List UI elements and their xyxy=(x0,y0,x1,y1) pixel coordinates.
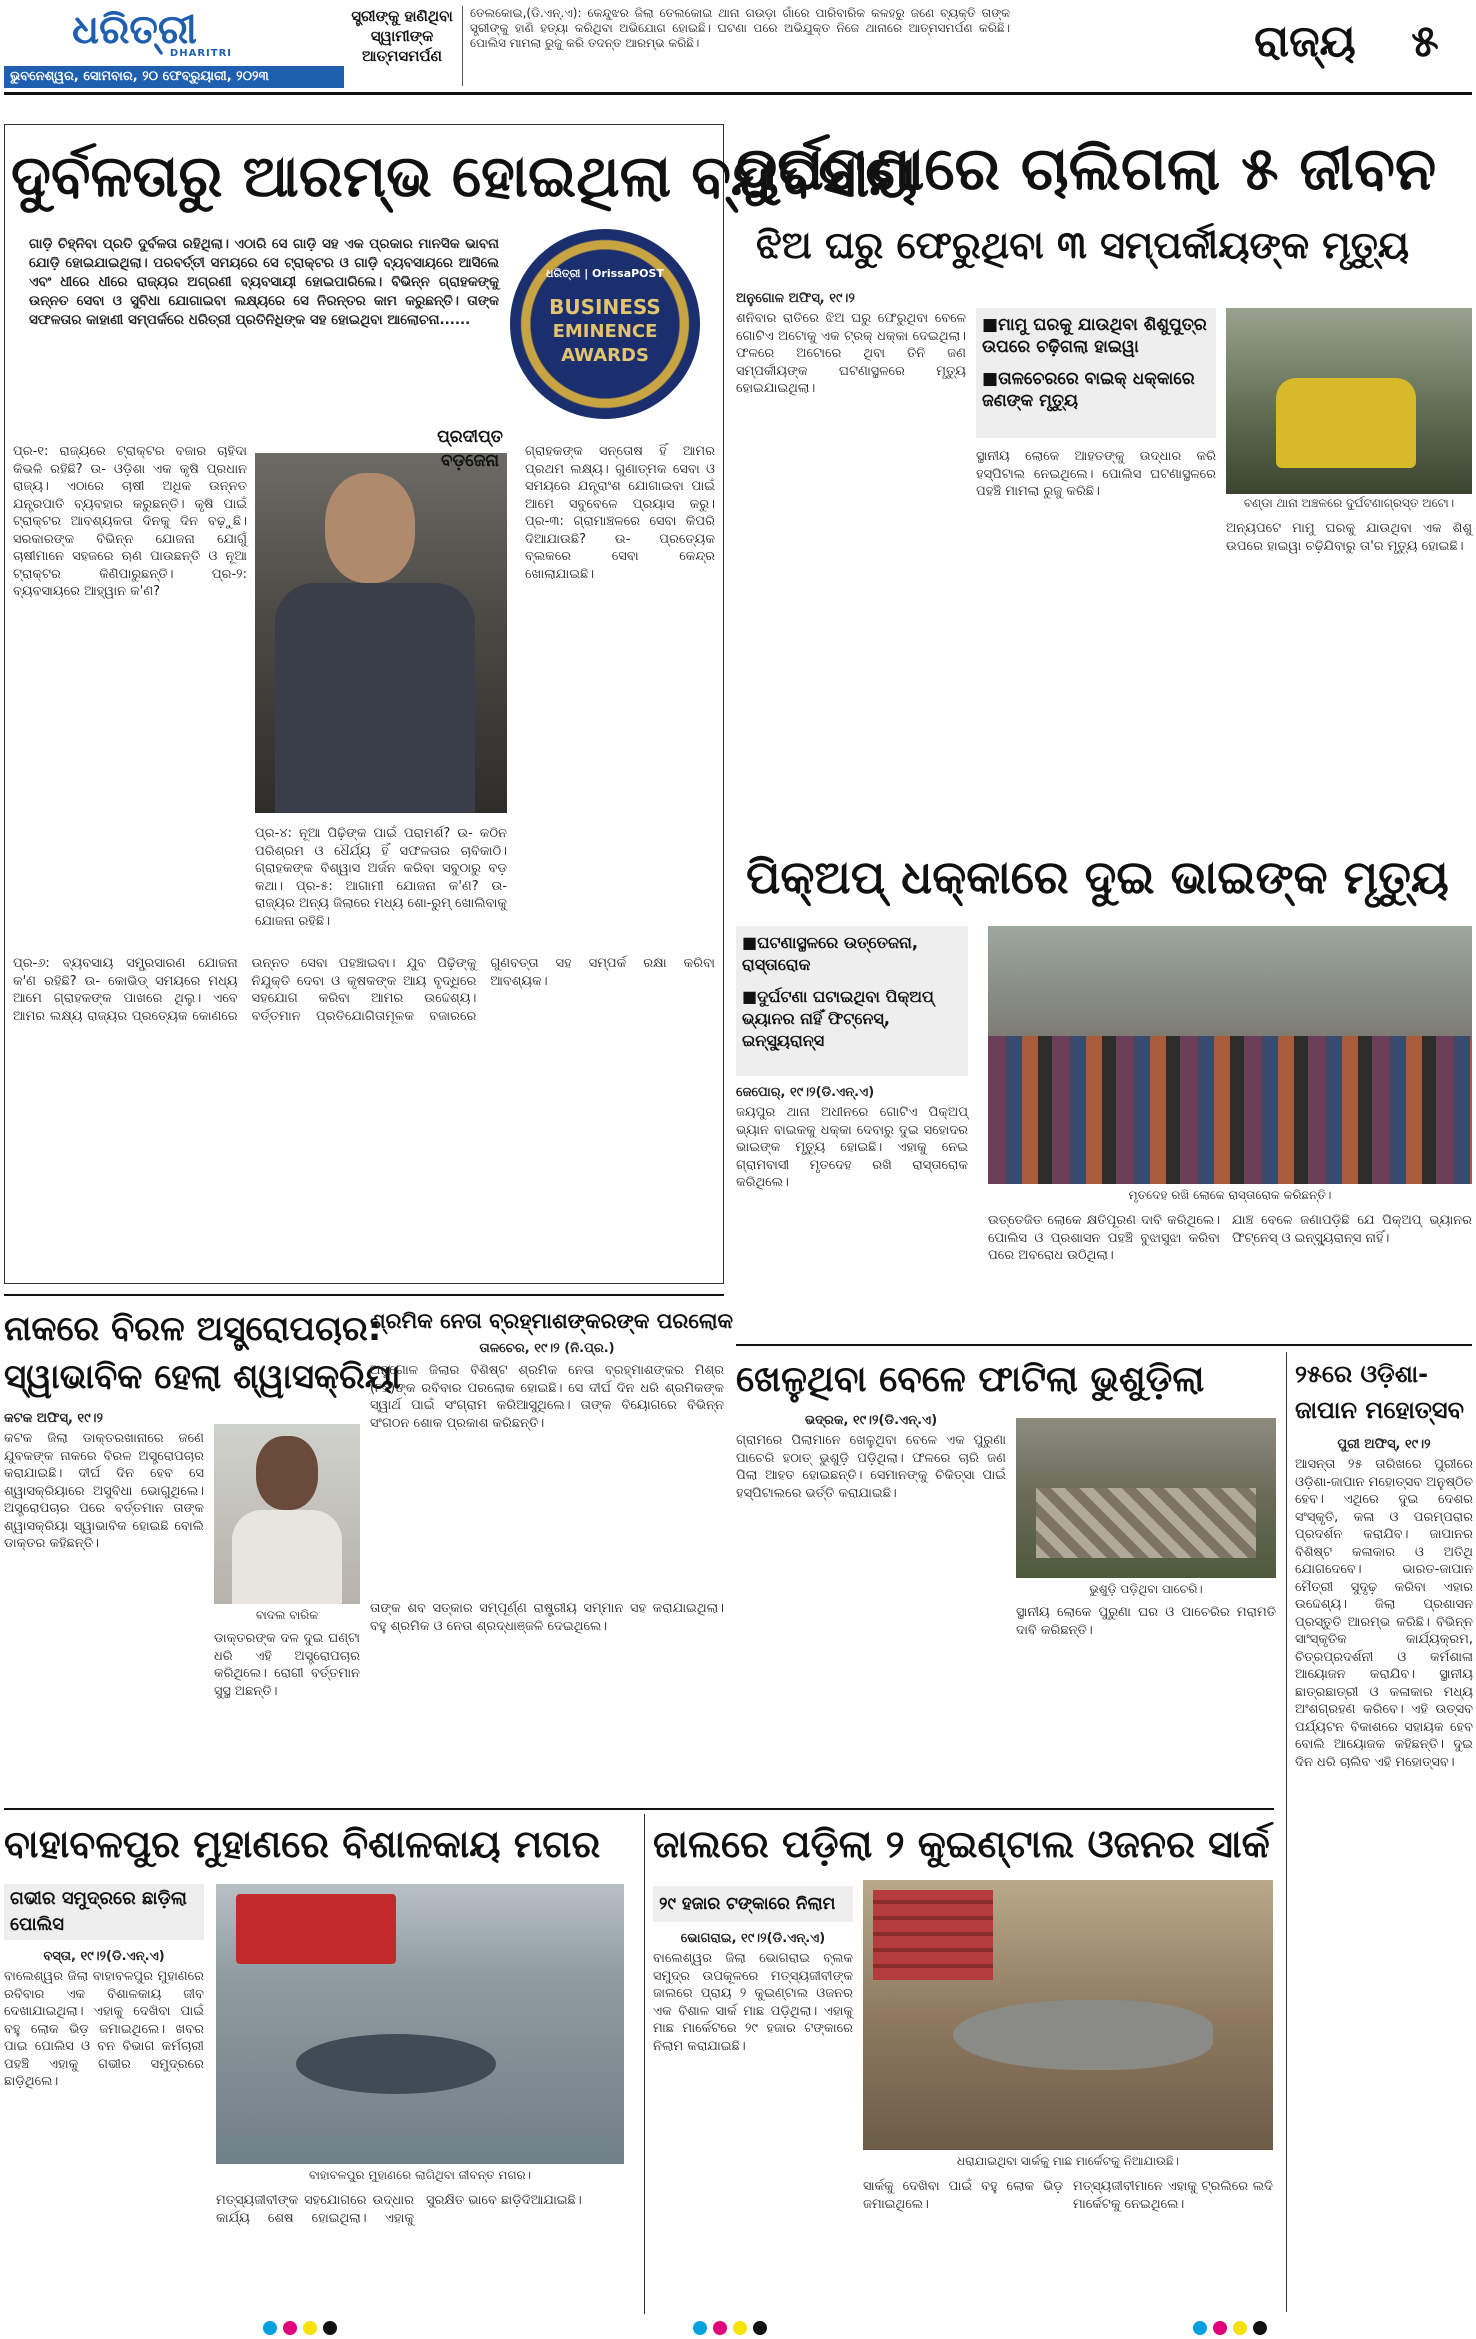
bomb-text: ଗ୍ରାମରେ ପିଲାମାନେ ଖେଳୁଥିବା ବେଳେ ଏକ ପୁରୁଣା ପାଚେରି ହଠାତ୍ ଭୁଶୁଡ଼ି ପଡ଼ିଥିଲା। ଫଳରେ ଚାରି ଜଣ ପିଲା ଆହତ ହୋଇଛନ୍ତି। ସେମାନଙ୍କୁ ଚିକିତ୍ସା ପାଇଁ ହସ୍ପିଟାଲରେ ଭର୍ତ୍ତି କରାଯାଇଛି। xyxy=(736,1433,1006,1501)
croc-photo-caption: ବାହାବଳପୁର ମୁହାଣରେ ଲାଗିଥିବା ଜୀବନ୍ତ ମଗର। xyxy=(308,2168,532,2182)
croc-photo xyxy=(216,1884,624,2164)
shark-shape xyxy=(953,2000,1213,2070)
pickup-col3: ଯାଞ୍ଚ ବେଳେ ଜଣାପଡ଼ିଛି ଯେ ପିକ୍‌ଅପ୍ ଭ୍ୟାନର ଫିଟ୍‌ନେସ୍ ଓ ଇନ୍ସ୍ୟୁରାନ୍ସ ନାହିଁ। xyxy=(1232,1213,1472,1246)
badge-line3: AWARDS xyxy=(561,345,649,366)
croc-kicker: ଗଭୀର ସମୁଦ୍ରରେ ଛାଡ଼ିଲା ପୋଲିସ xyxy=(4,1884,204,1940)
business-lower: ପ୍ର-୬: ବ୍ୟବସାୟ ସମ୍ପ୍ରସାରଣ ଯୋଜନା କ'ଣ ରହିଛି? ଉ- କୋଭିଡ୍ ସମୟରେ ମଧ୍ୟ ଆମେ ଗ୍ରାହକଙ୍କ ପାଖରେ ଥିଲୁ। ଏବେ ଆମର ଲକ୍ଷ୍ୟ ରାଜ୍ୟର ପ୍ରତ୍ୟେକ କୋଣରେ ଉନ୍ନତ ସେବା ପହଞ୍ଚାଇବା। ଯୁବ ପିଢ଼ିଙ୍କୁ ନିଯୁକ୍ତି ଦେବା ଓ କୃଷକଙ୍କ ଆୟ ବୃଦ୍ଧିରେ ସହଯୋଗ କରିବା ଆମର ଉଦ୍ଦେଶ୍ୟ। ବର୍ତ୍ତମାନ ପ୍ରତିଯୋଗିତାମୂଳକ ବଜାରରେ ଗୁଣବତ୍ତା ସହ ସମ୍ପର୍କ ରକ୍ଷା କରିବା ଆବଶ୍ୟକ। xyxy=(13,956,715,1024)
shark-kicker: ୨୯ ହଜାର ଟଙ୍କାରେ ନିଲାମ xyxy=(653,1886,853,1922)
accident-photo-caption: ବଣ୍ଡା ଥାନା ଅଞ୍ଚଳରେ ଦୁର୍ଘଟଣାଗ୍ରସ୍ତ ଅଟୋ। xyxy=(1243,496,1455,510)
nose-photo-caption: ବାଦଲ ବାରିକ xyxy=(255,1608,319,1622)
pickup-col2: ଉତ୍ତେଜିତ ଲୋକେ କ୍ଷତିପୂରଣ ଦାବି କରିଥିଲେ। ପୋଲିସ ଓ ପ୍ରଶାସନ ପହଞ୍ଚି ବୁଝାସୁଝା କରିବା ପରେ ଅବରୋଧ ଉଠିଥିଲା। xyxy=(988,1213,1220,1263)
reg-marks-right xyxy=(1190,2320,1270,2339)
business-headline: ଦୁର୍ବଳତାରୁ ଆରମ୍ଭ ହୋଇଥିଲା ବ୍ୟବସାୟ xyxy=(11,142,918,210)
masthead-rule xyxy=(4,92,1472,95)
logo-text: ଧରିତ୍ରୀ xyxy=(72,6,197,53)
magenta-dot xyxy=(713,2321,727,2335)
person-last-name: ବଡ଼ଜେନା xyxy=(440,451,500,471)
divider-mid xyxy=(736,1344,1472,1346)
accident-bullets xyxy=(976,308,1216,438)
magenta-dot xyxy=(1213,2321,1227,2335)
nose-story xyxy=(4,1300,401,1800)
shark-dateline: ଭୋଗରାଇ, ୧୯।୨(ଡି.ଏନ୍.ଏ) xyxy=(680,1931,826,1946)
teaser-divider xyxy=(462,6,463,86)
accident-dateline-text: ଅନୁଗୋଳ ଅଫିସ୍, ୧୯।୨ xyxy=(736,291,855,306)
accident-bullet-2: ■ ତାଳଚେରରେ ବାଇକ୍ ଧକ୍କାରେ ଜଣଙ୍କ ମୃତ୍ୟୁ xyxy=(982,368,1210,412)
award-badge xyxy=(510,229,700,419)
patient-face xyxy=(256,1436,318,1510)
business-col2: ଗ୍ରାହକଙ୍କ ସନ୍ତୋଷ ହିଁ ଆମର ପ୍ରଥମ ଲକ୍ଷ୍ୟ। ଗୁଣାତ୍ମକ ସେବା ଓ ସମୟରେ ଯନ୍ତ୍ରାଂଶ ଯୋଗାଇବା ପାଇଁ ଆମେ ସବୁବେଳେ ପ୍ରୟାସ କରୁ। ପ୍ର-୩: ଗ୍ରାମାଞ୍ଚଳରେ ସେବା କିପରି ଦିଆଯାଉଛି? ଉ- ପ୍ରତ୍ୟେକ ବ୍ଲକରେ ସେବା କେନ୍ଦ୍ର ଖୋଲାଯାଇଛି। xyxy=(525,444,715,582)
bomb-text-2: ସ୍ଥାନୀୟ ଲୋକେ ପୁରୁଣା ଘର ଓ ପାଚେରିର ମରାମତି ଦାବି କରିଛନ୍ତି। xyxy=(1016,1605,1276,1638)
shark-text: ବାଲେଶ୍ୱର ଜିଲା ଭୋଗରାଇ ବ୍ଲକ ସମୁଦ୍ର ଉପକୂଳରେ ମତ୍ସ୍ୟଜୀବୀଙ୍କ ଜାଲରେ ପ୍ରାୟ ୨ କୁଇଣ୍ଟାଲ ଓଜନର ଏକ ବିଶାଳ ସାର୍କ ମାଛ ପଡ଼ିଥିଲା। ଏହାକୁ ମାଛ ମାର୍କେଟରେ ୨୯ ହଜାର ଟଙ୍କାରେ ନିଲାମ କରାଯାଇଛି। xyxy=(653,1951,853,2054)
reg-marks-mid xyxy=(690,2320,770,2339)
reg-marks-left xyxy=(260,2320,340,2339)
person-first-name: ପ୍ରଦୀପ୍ତ xyxy=(437,427,503,447)
badge-line1: BUSINESS xyxy=(549,295,661,319)
bomb-headline: ଖେଳୁଥିବା ବେଳେ ଫାଟିଲା ଭୁଶୁଡ଼ିଲା xyxy=(736,1359,1205,1400)
obit-headline: ଶ୍ରମିକ ନେତା ବ୍ରହ୍ମାଶଙ୍କରଙ୍କ ପରଲୋକ xyxy=(370,1309,734,1333)
shark-text-2: ସାର୍କକୁ ଦେଖିବା ପାଇଁ ବହୁ ଲୋକ ଭିଡ଼ ଜମାଇଥିଲେ। xyxy=(863,2179,1063,2212)
pickup-headline: ପିକ୍‌ଅପ୍ ଧକ୍କାରେ ଦୁଇ ଭାଇଙ୍କ ମୃତ୍ୟୁ xyxy=(746,850,1449,904)
black-dot xyxy=(323,2321,337,2335)
nose-headline-2: ସ୍ୱାଭାବିକ ହେଲା ଶ୍ୱାସକ୍ରିୟା xyxy=(4,1357,401,1397)
divider-bottom-left xyxy=(4,1808,1274,1810)
shark-photo xyxy=(863,1880,1273,2150)
croc-headline: ବାହାବଳପୁର ମୁହାଣରେ ବିଶାଳକାୟ ମଗର xyxy=(4,1822,601,1866)
pickup-story xyxy=(736,840,1472,1340)
black-dot xyxy=(1253,2321,1267,2335)
person-photo xyxy=(255,453,507,813)
pickup-bullet-2: ■ ଦୁର୍ଘଟଣା ଘଟାଇଥିବା ପିକ୍‌ଅପ୍ ଭ୍ୟାନର ନାହିଁ ଫିଟ୍‌ନେସ୍, ଇନ୍ସ୍ୟୁରାନ୍ସ xyxy=(742,986,962,1052)
japan-headline-2: ଜାପାନ ମହୋତ୍ସବ xyxy=(1295,1396,1464,1424)
pickup-bullets xyxy=(736,926,968,1076)
masthead-teaser-title: ସ୍ତ୍ରୀଙ୍କୁ ହାଣିଥିବା ସ୍ୱାମୀଙ୍କ ଆତ୍ମସମର୍ପଣ xyxy=(351,7,453,65)
croc-dateline: ବସ୍ତା, ୧୯।୨(ଡି.ଏନ୍.ଏ) xyxy=(43,1949,165,1964)
obit-story xyxy=(370,1300,734,1800)
bomb-photo xyxy=(1016,1418,1276,1578)
nose-text-2: ଡାକ୍ତରଙ୍କ ଦଳ ଦୁଇ ଘଣ୍ଟା ଧରି ଏହି ଅସ୍ତ୍ରୋପଚାର କରିଥିଲେ। ରୋଗୀ ବର୍ତ୍ତମାନ ସୁସ୍ଥ ଅଛନ୍ତି। xyxy=(214,1631,360,1699)
pickup-bullet-1: ■ ଘଟଣାସ୍ଥଳରେ ଉତ୍ତେଜନା, ରାସ୍ତାରୋକ xyxy=(742,932,962,976)
japan-dateline: ପୁରୀ ଅଫିସ୍, ୧୯।୨ xyxy=(1337,1437,1431,1452)
obit-dateline: ତାଳଚେର, ୧୯।୨ (ନି.ପ୍ର.) xyxy=(479,1341,615,1356)
bomb-photo-caption: ଭୁଶୁଡ଼ି ପଡ଼ିଥିବା ପାଚେରି। xyxy=(1089,1582,1203,1596)
business-col3: ପ୍ର-୪: ନୂଆ ପିଢ଼ିଙ୍କ ପାଇଁ ପରାମର୍ଶ? ଉ- କଠିନ ପରିଶ୍ରମ ଓ ଧୈର୍ଯ୍ୟ ହିଁ ସଫଳତାର ଚାବିକାଠି। ଗ୍ରାହକଙ୍କ ବିଶ୍ୱାସ ଅର୍ଜନ କରିବା ସବୁଠାରୁ ବଡ଼ କଥା। ପ୍ର-୫: ଆଗାମୀ ଯୋଜନା କ'ଣ? ଉ- ରାଜ୍ୟର ଅନ୍ୟ ଜିଲାରେ ମଧ୍ୟ ଶୋ-ରୁମ୍ ଖୋଲିବାକୁ ଯୋଜନା ରହିଛି। xyxy=(255,826,508,929)
croc-text-2: ମତ୍ସ୍ୟଜୀବୀଙ୍କ ସହଯୋଗରେ ଉଦ୍ଧାର କାର୍ଯ୍ୟ ଶେଷ ହୋଇଥିଲା। ଏହାକୁ ସୁରକ୍ଷିତ ଭାବେ ଛାଡ଼ିଦିଆଯାଇଛି। xyxy=(216,2193,582,2226)
masthead-teaser-text: ତେଲକୋଇ,(ଡି.ଏନ୍.ଏ): କେନ୍ଦୁଝର ଜିଲା ତେଲକୋଇ ଥାନା ଗଉଡ଼ା ଗାଁରେ ପାରିବାରିକ କଳହରୁ ଜଣେ ବ୍ୟକ୍ତି ତାଙ୍କ ସ୍ତ୍ରୀଙ୍କୁ ହାଣି ହତ୍ୟା କରିଥିବା ଅଭିଯୋଗ ହୋଇଛି। ଘଟଣା ପରେ ଅଭିଯୁକ୍ତ ନିଜେ ଥାନାରେ ଆତ୍ମସମର୍ପଣ କରିଛି। ପୋଲିସ ମାମଲା ରୁଜୁ କରି ତଦନ୍ତ ଆରମ୍ଭ କରିଛି। xyxy=(470,6,1010,50)
magenta-dot xyxy=(283,2321,297,2335)
business-col1: ପ୍ର-୧: ରାଜ୍ୟରେ ଟ୍ରାକ୍ଟର ବଜାର ଚାହିଦା କିଭଳି ରହିଛି? ଉ- ଓଡ଼ିଶା ଏକ କୃଷି ପ୍ରଧାନ ରାଜ୍ୟ। ଏଠାରେ ଚାଷୀ ଅଧିକ ଉନ୍ନତ ଯନ୍ତ୍ରପାତି ବ୍ୟବହାର କରୁଛନ୍ତି। କୃଷି ପାଇଁ ଟ୍ରାକ୍ଟର ଆବଶ୍ୟକତା ଦିନକୁ ଦିନ ବଢ଼ୁଛି। ସରକାରଙ୍କ ବିଭିନ୍ନ ଯୋଜନା ଯୋଗୁଁ ଚାଷୀମାନେ ସହଜରେ ଋଣ ପାଉଛନ୍ତି ଓ ନୂଆ ଟ୍ରାକ୍ଟର କିଣିପାରୁଛନ୍ତି। ପ୍ର-୨: ବ୍ୟବସାୟରେ ଆହ୍ୱାନ କ'ଣ? xyxy=(13,444,247,599)
person-name xyxy=(415,425,525,481)
yellow-dot xyxy=(1233,2321,1247,2335)
masthead-dateline: ଭୁବନେଶ୍ୱର, ସୋମବାର, ୨୦ ଫେବ୍ରୁୟାରୀ, ୨୦୨୩ xyxy=(4,66,344,88)
pickup-photo xyxy=(988,926,1472,1184)
print-marks xyxy=(0,2318,1476,2338)
japan-text: ଆସନ୍ତା ୨୫ ତାରିଖରେ ପୁରୀରେ ଓଡ଼ିଶା-ଜାପାନ ମହୋତ୍ସବ ଅନୁଷ୍ଠିତ ହେବ। ଏଥିରେ ଦୁଇ ଦେଶର ସଂସ୍କୃତି, କଳା ଓ ପରମ୍ପରାର ପ୍ରଦର୍ଶନ କରାଯିବ। ଜାପାନର ବିଶିଷ୍ଟ କଳାକାର ଓ ଅତିଥି ଯୋଗଦେବେ। ଭାରତ-ଜାପାନ ମୈତ୍ରୀ ସୁଦୃଢ଼ କରିବା ଏହାର ଉଦ୍ଦେଶ୍ୟ। ଜିଲା ପ୍ରଶାସନ ପ୍ରସ୍ତୁତି ଆରମ୍ଭ କରିଛି। ବିଭିନ୍ନ ସାଂସ୍କୃତିକ କାର୍ଯ୍ୟକ୍ରମ, ଚିତ୍ରପ୍ରଦର୍ଶନୀ ଓ କର୍ମଶାଳା ଆୟୋଜନ କରାଯିବ। ସ୍ଥାନୀୟ ଛାତ୍ରଛାତ୍ରୀ ଓ କଳାକାର ମଧ୍ୟ ଅଂଶଗ୍ରହଣ କରିବେ। ଏହି ଉତ୍ସବ ପର୍ଯ୍ୟଟନ ବିକାଶରେ ସହାୟକ ହେବ ବୋଲି ଆୟୋଜକ କହିଛନ୍ତି। ଦୁଇ ଦିନ ଧରି ଚାଲିବ ଏହି ମହୋତ୍ସବ। xyxy=(1295,1457,1473,1770)
shark-photo-caption: ଧରାଯାଇଥିବା ସାର୍କକୁ ମାଛ ମାର୍କେଟକୁ ନିଆଯାଉଛି। xyxy=(957,2154,1179,2168)
japan-story xyxy=(1286,1352,1472,2312)
logo-subtext: DHARITRI xyxy=(169,48,232,59)
accident-col1: ଶନିବାର ରାତିରେ ଝିଅ ଘରୁ ଫେରୁଥିବା ବେଳେ ଗୋଟିଏ ଅଟୋକୁ ଏକ ଟ୍ରକ୍ ଧକ୍କା ଦେଇଥିଲା। ଫଳରେ ଅଟୋରେ ଥିବା ତିନି ଜଣ ସମ୍ପର୍କୀୟଙ୍କ ଘଟଣାସ୍ଥଳରେ ମୃତ୍ୟୁ ହୋଇଯାଇଥିଲା। xyxy=(736,311,966,396)
pickup-col1: ଜୟପୁର ଥାନା ଅଧୀନରେ ଗୋଟିଏ ପିକ୍‌ଅପ୍ ଭ୍ୟାନ ବାଇକକୁ ଧକ୍କା ଦେବାରୁ ଦୁଇ ସହୋଦର ଭାଇଙ୍କ ମୃତ୍ୟୁ ହୋଇଛି। ଏହାକୁ ନେଇ ଗ୍ରାମବାସୀ ମୃତଦେହ ରଖି ରାସ୍ତାରୋକ କରିଥିଲେ। xyxy=(736,1105,968,1190)
bomb-story xyxy=(736,1352,1276,1802)
yellow-dot xyxy=(303,2321,317,2335)
patient-shirt xyxy=(232,1510,342,1604)
accident-subhead: ଝିଅ ଘରୁ ଫେରୁଥିବା ୩ ସମ୍ପର୍କୀୟଙ୍କ ମୃତ୍ୟୁ xyxy=(756,223,1410,267)
shark-story xyxy=(644,1814,1280,2314)
badge-line2: EMINENCE xyxy=(552,321,658,342)
person-face xyxy=(325,473,415,583)
crowd xyxy=(988,1036,1472,1184)
section-label: ରାଜ୍ୟ xyxy=(1254,16,1356,67)
shark-headline: ଜାଲରେ ପଡ଼ିଲା ୨ କୁଇଣ୍ଟାଲ ଓଜନର ସାର୍କ xyxy=(653,1822,1270,1866)
pickup-photo-caption: ମୃତଦେହ ରଖି ଲୋକେ ରାସ୍ତାରୋକ କରିଛନ୍ତି। xyxy=(1128,1188,1332,1202)
black-dot xyxy=(753,2321,767,2335)
nose-text: କଟକ ଜିଲା ଡାକ୍ତରଖାନାରେ ଜଣେ ଯୁବକଙ୍କ ନାକରେ ବିରଳ ଅସ୍ତ୍ରୋପଚାର କରାଯାଇଛି। ଦୀର୍ଘ ଦିନ ହେବ ସେ ଶ୍ୱାସକ୍ରିୟାରେ ଅସୁବିଧା ଭୋଗୁଥିଲେ। ଅସ୍ତ୍ରୋପଚାର ପରେ ବର୍ତ୍ତମାନ ତାଙ୍କ ଶ୍ୱାସକ୍ରିୟା ସ୍ୱାଭାବିକ ହୋଇଛି ବୋଲି ଡାକ୍ତର କହିଛନ୍ତି। xyxy=(4,1431,204,1551)
badge-brand: ଧରିତ୍ରୀ | OrissaPOST xyxy=(546,267,664,280)
business-intro: ଗାଡ଼ି ଚିହ୍ନିବା ପ୍ରତି ଦୁର୍ବଳତା ରହିଥିଲା। ଏଠାରି ସେ ଗାଡ଼ି ସହ ଏକ ପ୍ରକାର ମାନସିକ ଭାବନା ଯୋଡ଼ି ହୋଇଯାଇଥିଲା। ପରବର୍ତ୍ତୀ ସମୟରେ ସେ ଟ୍ରାକ୍ଟର ଓ ଗାଡ଼ି ବ୍ୟବସାୟରେ ଆସିଲେ ଏବଂ ଧୀରେ ଧୀରେ ରାଜ୍ୟର ଅଗ୍ରଣୀ ବ୍ୟବସାୟୀ ହୋଇପାରିଲେ। ବିଭିନ୍ନ ଗ୍ରାହକଙ୍କୁ ଉନ୍ନତ ସେବା ଓ ସୁବିଧା ଯୋଗାଇବା ଲକ୍ଷ୍ୟରେ ସେ ନିରନ୍ତର କାମ କରୁଛନ୍ତି। ତାଙ୍କ ସଫଳତାର କାହାଣୀ ସମ୍ପର୍କରେ ଧରିତ୍ରୀ ପ୍ରତିନିଧିଙ୍କ ସହ ହୋଇଥିବା ଆଲୋଚନା...... xyxy=(29,236,499,328)
nose-photo xyxy=(214,1424,360,1604)
croc-story xyxy=(4,1814,634,2314)
nose-headline-1: ନାକରେ ବିରଳ ଅସ୍ତ୍ରୋପଚାର: xyxy=(4,1309,382,1349)
boats xyxy=(236,1894,396,1964)
yellow-dot xyxy=(733,2321,747,2335)
crates xyxy=(873,1890,993,1980)
shark-text-3: ମତ୍ସ୍ୟଜୀବୀମାନେ ଏହାକୁ ଟ୍ରଲିରେ ଲଦି ମାର୍କେଟକୁ ନେଇଥିଲେ। xyxy=(1073,2179,1273,2212)
marine-creature xyxy=(296,2034,496,2094)
japan-headline-1: ୨୫ରେ ଓଡ଼ିଶା- xyxy=(1295,1360,1429,1388)
accident-story xyxy=(736,124,1472,834)
accident-photo xyxy=(1226,308,1472,494)
person-jacket xyxy=(275,583,475,813)
masthead xyxy=(0,0,1476,100)
page-number: ୫ xyxy=(1411,16,1439,67)
croc-text: ବାଲେଶ୍ୱର ଜିଲା ବାହାବଳପୁର ମୁହାଣରେ ରବିବାର ଏକ ବିଶାଳକାୟ ଜୀବ ଦେଖାଯାଇଥିଲା। ଏହାକୁ ଦେଖିବା ପାଇଁ ବହୁ ଲୋକ ଭିଡ଼ ଜମାଇଥିଲେ। ଖବର ପାଇ ପୋଲିସ ଓ ବନ ବିଭାଗ କର୍ମଚାରୀ ପହଞ୍ଚି ଏହାକୁ ଗଭୀର ସମୁଦ୍ରରେ ଛାଡ଼ିଥିଲେ। xyxy=(4,1969,204,2089)
accident-col3: ଅନ୍ୟପଟେ ମାମୁ ଘରକୁ ଯାଉଥିବା ଏକ ଶିଶୁ ଉପରେ ହାଇୱା ଚଢ଼ିଯିବାରୁ ତା'ର ମୃତ୍ୟୁ ହୋଇଛି। xyxy=(1226,521,1472,554)
auto-rickshaw xyxy=(1276,378,1416,468)
divider-left xyxy=(4,1294,724,1296)
accident-col2: ସ୍ଥାନୀୟ ଲୋକେ ଆହତଙ୍କୁ ଉଦ୍ଧାର କରି ହସ୍ପିଟାଲ ନେଇଥିଲେ। ପୋଲିସ ଘଟଣାସ୍ଥଳରେ ପହଞ୍ଚି ମାମଲା ରୁଜୁ କରିଛି। xyxy=(976,449,1216,499)
accident-dateline xyxy=(736,290,966,310)
cyan-dot xyxy=(693,2321,707,2335)
cyan-dot xyxy=(1193,2321,1207,2335)
obit-text-2: ତାଙ୍କ ଶବ ସତ୍କାର ସମ୍ପୂର୍ଣ୍ଣ ରାଷ୍ଟ୍ରୀୟ ସମ୍ମାନ ସହ କରାଯାଇଥିଲା। ବହୁ ଶ୍ରମିକ ଓ ନେତା ଶ୍ରଦ୍ଧାଞ୍ଜଳି ଦେଇଥିଲେ। xyxy=(370,1601,724,1634)
cyan-dot xyxy=(263,2321,277,2335)
obit-text: ଅନୁଗୋଳ ଜିଲାର ବିଶିଷ୍ଟ ଶ୍ରମିକ ନେତା ବ୍ରହ୍ମାଶଙ୍କର ମିଶ୍ର (୮୬)ଙ୍କ ରବିବାର ପରଲୋକ ହୋଇଛି। ସେ ଦୀର୍ଘ ଦିନ ଧରି ଶ୍ରମିକଙ୍କ ସ୍ୱାର୍ଥ ପାଇଁ ସଂଗ୍ରାମ କରିଆସୁଥିଲେ। ତାଙ୍କ ବିୟୋଗରେ ବିଭିନ୍ନ ସଂଗଠନ ଶୋକ ପ୍ରକାଶ କରିଛନ୍ତି। xyxy=(370,1363,724,1431)
rubble xyxy=(1036,1488,1256,1558)
bomb-dateline: ଭଦ୍ରକ, ୧୯।୨(ଡି.ଏନ୍.ଏ) xyxy=(804,1413,938,1428)
accident-bullet-1: ■ ମାମୁ ଘରକୁ ଯାଉଥିବା ଶିଶୁପୁତ୍ର ଉପରେ ଚଢ଼ିଗଲା ହାଇୱା xyxy=(982,314,1210,358)
nose-dateline: କଟକ ଅଫିସ୍, ୧୯।୨ xyxy=(4,1411,103,1426)
accident-headline: ଦୁର୍ଘଟଣାରେ ଚାଲିଗଲା ୫ ଜୀବନ xyxy=(736,134,1437,204)
logo xyxy=(72,8,232,60)
pickup-dateline: ଜେପୋର୍, ୧୯।୨(ଡି.ଏନ୍.ଏ) xyxy=(736,1085,875,1100)
